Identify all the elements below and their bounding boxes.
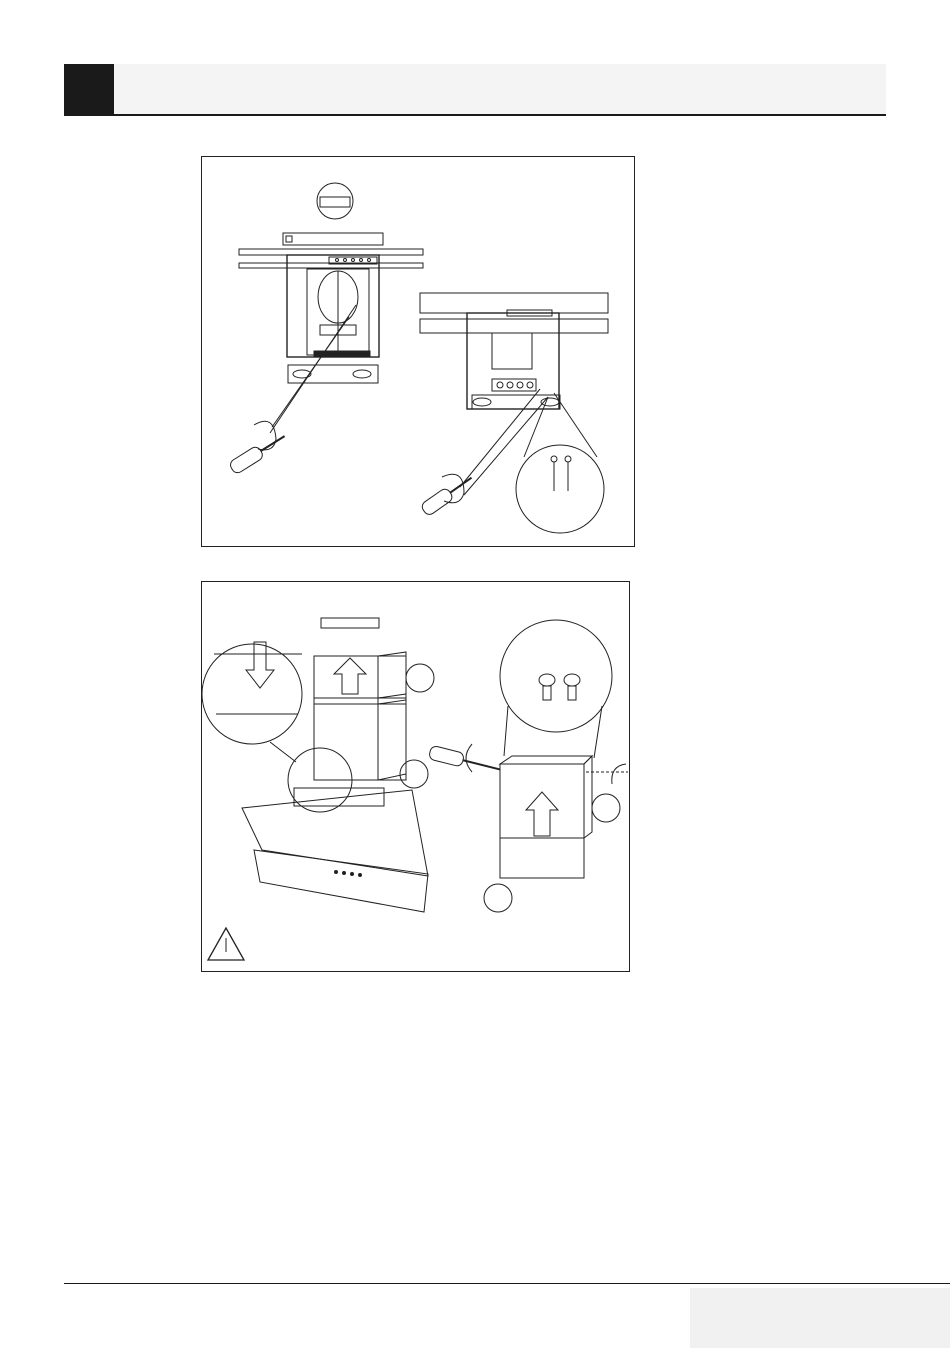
upper-chimney-right <box>500 764 584 838</box>
hood-body <box>287 255 379 357</box>
screw-icon-pair-2 <box>539 674 580 700</box>
detail-circle-left <box>202 644 302 744</box>
up-arrow-icon <box>334 658 366 694</box>
figure-remove-cover-screws <box>201 156 635 547</box>
hood-glass <box>242 790 428 876</box>
figure-2-illustration <box>202 582 629 971</box>
glass-panel-top <box>239 249 423 255</box>
detail-circle-screws <box>516 445 604 533</box>
up-arrow-icon-2 <box>526 792 558 836</box>
footer-rule <box>64 1283 950 1284</box>
fan-block <box>492 379 536 391</box>
hood-lower <box>254 850 428 912</box>
rotate-arrow-2 <box>442 474 464 503</box>
callout-1 <box>406 664 434 692</box>
detail-circle-screws-2 <box>500 620 612 732</box>
callout-3 <box>592 794 620 822</box>
lower-chimney-right <box>500 838 584 878</box>
rotate-arrow-left <box>466 744 472 772</box>
down-arrow-icon <box>246 642 274 688</box>
chimney-bracket <box>321 618 379 628</box>
figure-install-chimney <box>201 581 630 972</box>
screwdriver-icon-3 <box>428 745 501 776</box>
screwdriver-icon <box>228 430 288 475</box>
top-bracket <box>283 233 383 245</box>
figure-1-illustration <box>202 157 634 546</box>
filter-tray-right <box>472 395 560 409</box>
lower-chimney <box>314 698 406 780</box>
filter-tray <box>288 365 378 383</box>
hood-top-plate <box>294 788 384 806</box>
motor-box-right <box>492 333 532 369</box>
section-header <box>64 64 886 116</box>
glass-panel-right-bottom <box>420 319 608 333</box>
section-number-block <box>64 64 114 114</box>
page-number-box <box>690 1288 950 1348</box>
bracket-label <box>286 236 292 242</box>
callout-4 <box>484 884 512 912</box>
clip-detail <box>320 197 350 207</box>
rotate-arrow-right <box>612 764 626 784</box>
detail-circle-clip <box>317 183 353 219</box>
upper-chimney <box>314 656 406 704</box>
screw-icon-pair <box>551 456 571 491</box>
rotate-arrow-1 <box>254 421 276 450</box>
